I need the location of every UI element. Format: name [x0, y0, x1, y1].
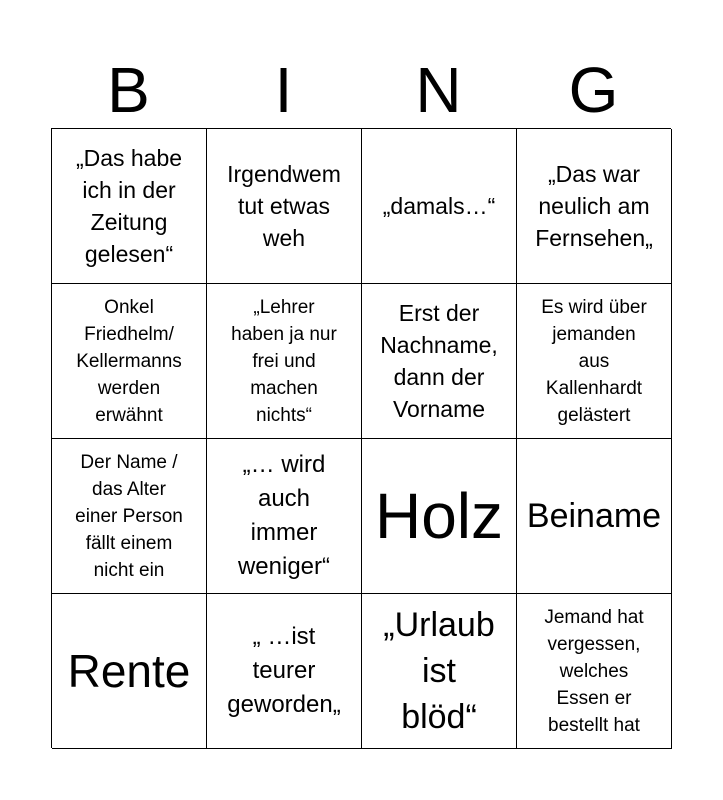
bingo-cell-r2c1[interactable]: [52, 284, 207, 439]
cell-label: Irgendwem tut etwas weh: [227, 161, 341, 251]
cell-label: Jemand hat vergessen, welches Essen er bestellt hat: [544, 606, 644, 736]
bingo-cell-r4c3[interactable]: [362, 594, 517, 749]
cell-label: Erst der Nachname, dann der Vorname: [380, 300, 498, 422]
bingo-cell-r4c1[interactable]: [52, 594, 207, 749]
cell-label: Holz: [374, 480, 504, 552]
cell-label: „Das war neulich am Fernsehen„: [535, 161, 653, 251]
bingo-cell-r2c4[interactable]: [517, 284, 672, 439]
bingo-grid: [51, 128, 671, 748]
bingo-header: [51, 52, 671, 128]
cell-label: „damals…“: [382, 193, 496, 219]
cell-label: „Lehrer haben ja nur frei und machen nichts“: [231, 296, 337, 426]
bingo-cell-r1c3[interactable]: [362, 129, 517, 284]
header-letter-n: N: [415, 54, 462, 126]
cell-label: „… wird auch immer weniger“: [237, 451, 331, 580]
bingo-cell-r2c3[interactable]: [362, 284, 517, 439]
bingo-cell-r1c2[interactable]: [207, 129, 362, 284]
header-letter-g: G: [568, 54, 619, 126]
bingo-cell-r3c3[interactable]: [362, 439, 517, 594]
cell-label: Rente: [67, 645, 191, 697]
bingo-cell-r3c1[interactable]: [52, 439, 207, 594]
bingo-cell-r1c1[interactable]: [52, 129, 207, 284]
cell-label: Onkel Friedhelm/ Kellermanns werden erwähnt: [76, 296, 182, 426]
cell-label: Beiname: [526, 497, 662, 535]
cell-label: „ …ist teurer geworden„: [227, 623, 341, 718]
header-letter-b: B: [107, 54, 150, 126]
cell-label: „Das habe ich in der Zeitung gelesen“: [75, 145, 183, 267]
cell-label: Der Name / das Alter einer Person fällt einem nicht ein: [75, 451, 183, 581]
bingo-cell-r3c4[interactable]: [517, 439, 672, 594]
header-letter-i: I: [274, 54, 293, 126]
bingo-cell-r3c2[interactable]: [207, 439, 362, 594]
cell-label: Es wird über jemanden aus Kallenhardt gelästert: [541, 296, 647, 426]
bingo-cell-r2c2[interactable]: [207, 284, 362, 439]
bingo-cell-r1c4[interactable]: [517, 129, 672, 284]
bingo-cell-r4c4[interactable]: [517, 594, 672, 749]
bingo-cell-r4c2[interactable]: [207, 594, 362, 749]
cell-label: „Urlaub ist blöd“: [383, 606, 495, 736]
